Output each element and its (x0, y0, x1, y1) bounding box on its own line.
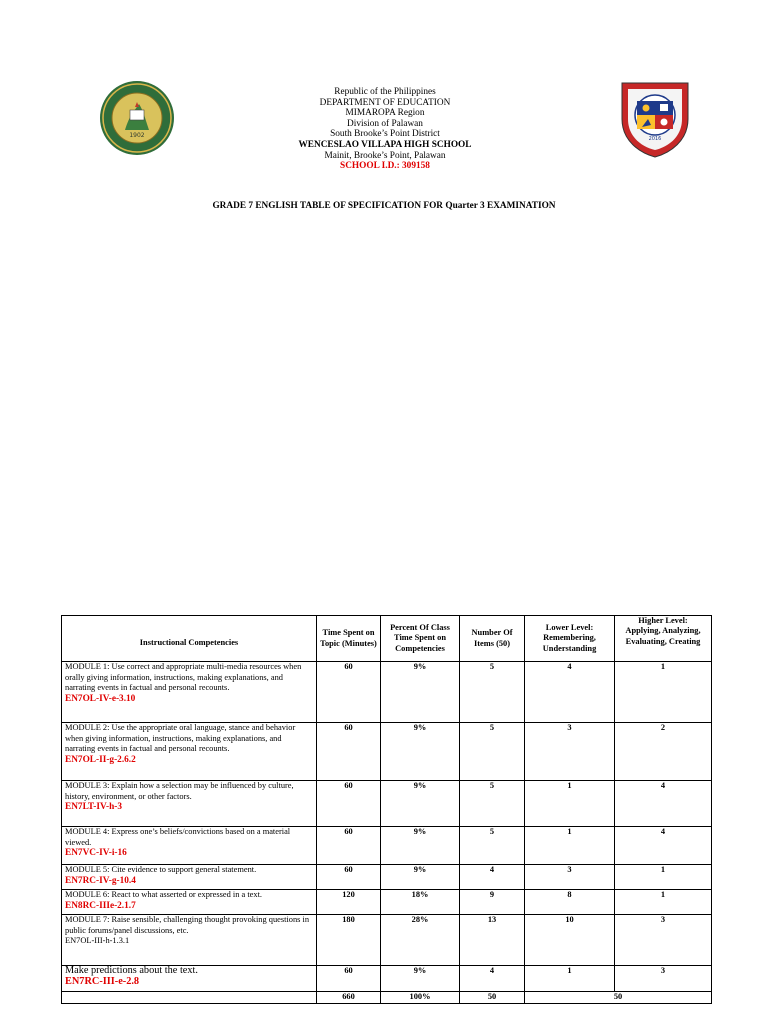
higher-level-cell: 4 (615, 827, 712, 865)
time-cell: 60 (317, 662, 381, 723)
competency-cell: MODULE 6: React to what asserted or expressed in a text. EN8RC-IIIe-2.1.7 (62, 890, 317, 915)
svg-text:2016: 2016 (648, 136, 662, 142)
items-cell: 4 (460, 865, 525, 890)
higher-level-cell: 1 (615, 865, 712, 890)
time-cell: 180 (317, 915, 381, 966)
percent-cell: 28% (381, 915, 460, 966)
table-row (62, 865, 712, 890)
lower-level-cell: 3 (525, 723, 615, 781)
competency-cell: MODULE 4: Express one’s beliefs/convictions based on a material viewed. EN7VC-IV-i-16 (62, 827, 317, 865)
header-division: Division of Palawan (347, 118, 423, 129)
header-region: MIMAROPA Region (345, 108, 425, 119)
totals-label-cell (62, 992, 317, 1004)
svg-text:1902: 1902 (129, 132, 145, 139)
table-header-row (62, 616, 712, 662)
competency-code: EN7VC-IV-i-16 (65, 848, 127, 859)
competency-code: EN8RC-IIIe-2.1.7 (65, 900, 136, 911)
total-items-cell: 50 (460, 992, 525, 1004)
competency-code: EN7OL-II-g-2.6.2 (65, 754, 136, 765)
wenceslao-villapa-school-shield-icon (618, 77, 692, 159)
time-cell: 60 (317, 827, 381, 865)
deped-palawan-seal-icon (99, 80, 175, 156)
document-title: GRADE 7 ENGLISH TABLE OF SPECIFICATION FOR Quarter 3 EXAMINATION (212, 201, 556, 211)
higher-level-cell: 1 (615, 890, 712, 915)
table-row (62, 890, 712, 915)
header-school-id: SCHOOL I.D.: 309158 (340, 161, 430, 172)
competency-cell: MODULE 3: Explain how a selection may be influenced by culture, history, environment, or other factors. EN7LT-IV-h-3 (62, 781, 317, 827)
items-cell: 5 (460, 827, 525, 865)
higher-level-cell: 1 (615, 662, 712, 723)
table-row (62, 966, 712, 992)
items-cell: 5 (460, 781, 525, 827)
header-republic: Republic of the Philippines (334, 87, 436, 97)
lower-level-cell: 1 (525, 827, 615, 865)
header-lower-level: Lower Level: Remembering, Understanding (525, 616, 615, 662)
competency-code: EN7OL-III-h-1.3.1 (65, 936, 130, 946)
total-time-cell: 660 (317, 992, 381, 1004)
header-competencies: Instructional Competencies (62, 616, 317, 662)
higher-level-cell: 2 (615, 723, 712, 781)
higher-level-cell: 4 (615, 781, 712, 827)
competency-code: EN7OL-IV-e-3.10 (65, 693, 136, 704)
items-cell: 5 (460, 662, 525, 723)
time-cell: 60 (317, 781, 381, 827)
competency-code: EN7RC-III-e-2.8 (65, 975, 140, 987)
items-cell: 9 (460, 890, 525, 915)
total-levels-cell: 50 (525, 992, 712, 1004)
header-department: DEPARTMENT OF EDUCATION (319, 97, 451, 108)
lower-level-cell: 3 (525, 865, 615, 890)
competency-cell: MODULE 7: Raise sensible, challenging thought provoking questions in public forums/panel discussions, etc. EN7OL-III-h-1.3.1 (62, 915, 317, 966)
competency-cell: MODULE 1: Use correct and appropriate multi-media resources when orally giving information, instructions, making explanations, and narrating events in factual and personal recounts. EN7OL-IV-e-3.10 (62, 662, 317, 723)
table-of-specification (61, 615, 712, 1004)
total-percent-cell: 100% (381, 992, 460, 1004)
higher-level-cell: 3 (615, 966, 712, 992)
percent-cell: 9% (381, 723, 460, 781)
percent-cell: 9% (381, 662, 460, 723)
lower-level-cell: 1 (525, 781, 615, 827)
items-cell: 5 (460, 723, 525, 781)
competency-cell: MODULE 5: Cite evidence to support general statement. EN7RC-IV-g-10.4 (62, 865, 317, 890)
time-cell: 120 (317, 890, 381, 915)
lower-level-cell: 8 (525, 890, 615, 915)
header-time: Time Spent on Topic (Minutes) (317, 616, 381, 662)
percent-cell: 18% (381, 890, 460, 915)
time-cell: 60 (317, 865, 381, 890)
table-row (62, 662, 712, 723)
competency-code: EN7LT-IV-h-3 (65, 802, 123, 813)
items-cell: 4 (460, 966, 525, 992)
percent-cell: 9% (381, 966, 460, 992)
table-row (62, 915, 712, 966)
header-items: Number Of Items (50) (460, 616, 525, 662)
percent-cell: 9% (381, 827, 460, 865)
competency-cell: Make predictions about the text. EN7RC-III-e-2.8 (62, 966, 317, 992)
time-cell: 60 (317, 966, 381, 992)
higher-level-cell: 3 (615, 915, 712, 966)
table-row (62, 827, 712, 865)
header-address: Mainit, Brooke’s Point, Palawan (324, 150, 446, 161)
competency-cell: MODULE 2: Use the appropriate oral language, stance and behavior when giving information, instructions, making explanations, and narrating events in factual and personal recounts. EN7OL-II-g-2.6.2 (62, 723, 317, 781)
totals-row (62, 992, 712, 1004)
percent-cell: 9% (381, 781, 460, 827)
table-row (62, 723, 712, 781)
lower-level-cell: 4 (525, 662, 615, 723)
letterhead (200, 87, 570, 172)
header-district: South Brooke’s Point District (330, 129, 440, 140)
table-row (62, 781, 712, 827)
header-school-name: WENCESLAO VILLAPA HIGH SCHOOL (298, 139, 472, 150)
time-cell: 60 (317, 723, 381, 781)
lower-level-cell: 10 (525, 915, 615, 966)
header-higher-level: Higher Level: Applying, Analyzing, Evaluating, Creating (615, 616, 712, 662)
items-cell: 13 (460, 915, 525, 966)
lower-level-cell: 1 (525, 966, 615, 992)
competency-code: EN7RC-IV-g-10.4 (65, 875, 136, 886)
percent-cell: 9% (381, 865, 460, 890)
header-percent: Percent Of Class Time Spent on Competencies (381, 616, 460, 662)
